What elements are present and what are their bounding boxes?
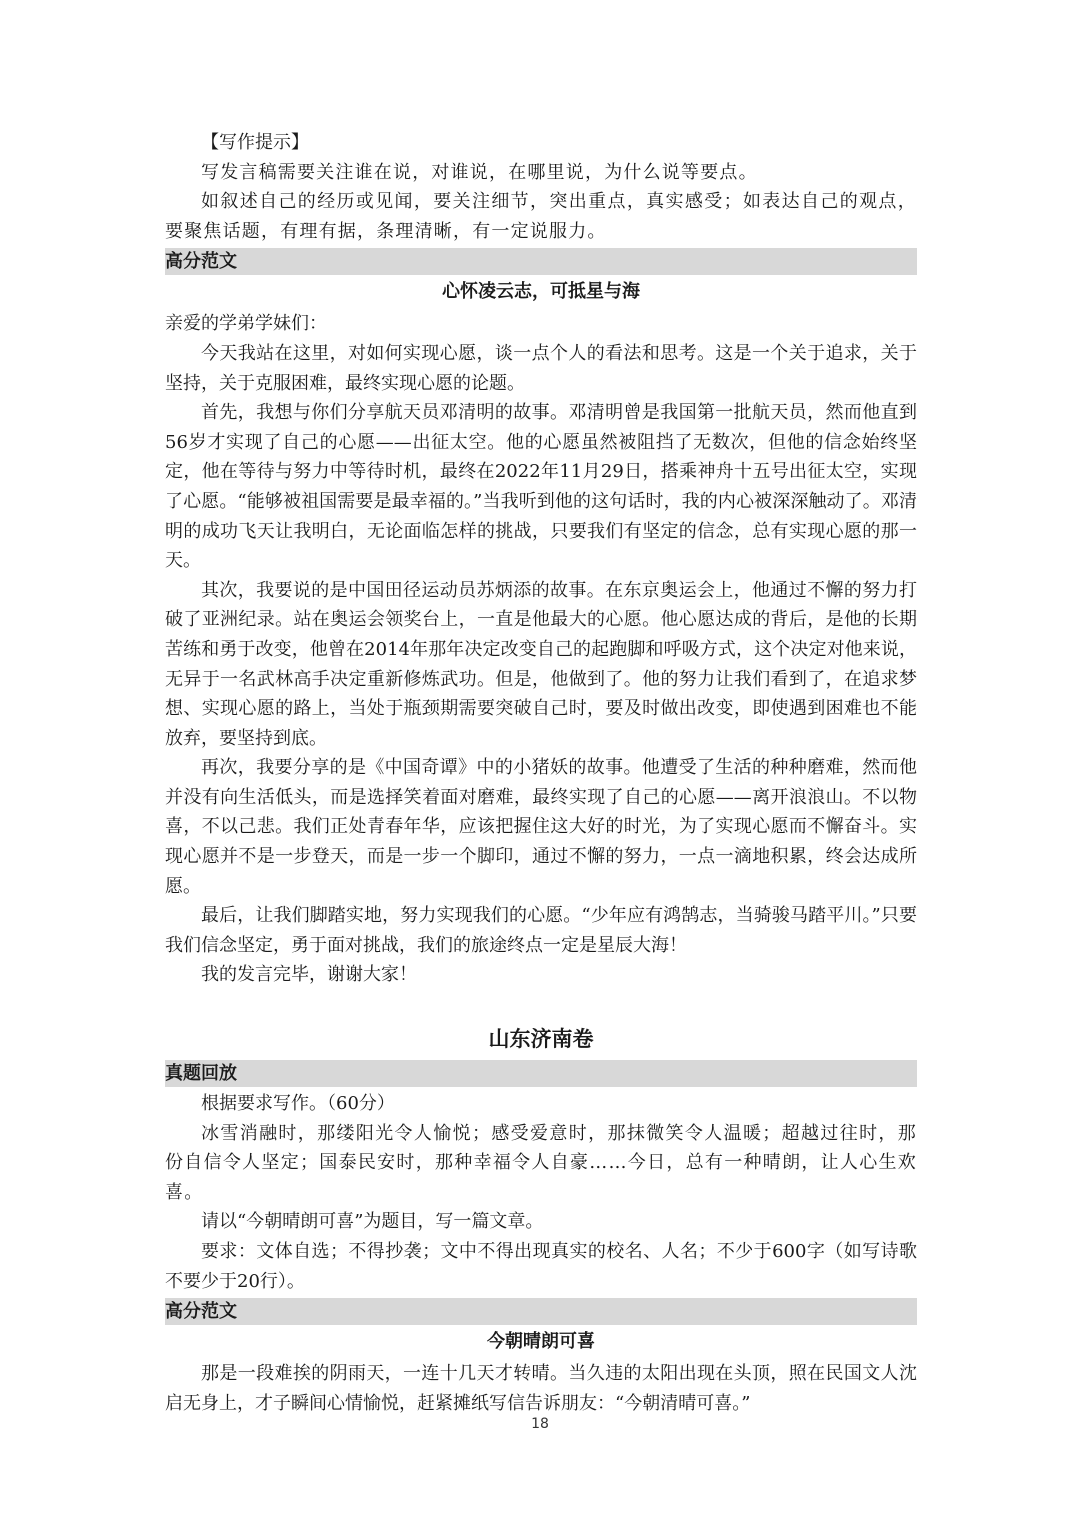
question-line: 请以“今朝晴朗可喜”为题目，写一篇文章。 (201, 1211, 544, 1233)
question-prompt: 冰雪消融时，那缕阳光令人愉悦；感受爱意时，那抹微笑令人温暖；超越过往时，那份自信令人坚定；国泰民安时，那种幸福令人自豪……今日，总有一种晴朗，让人心生欢喜。 (165, 1122, 917, 1203)
essay-title-2: 今朝晴朗可喜 (487, 1331, 595, 1353)
model-essay-label (165, 248, 917, 275)
exam-question-label-text: 真题回放 (165, 1063, 237, 1085)
writing-tips-line-2: 如叙述自己的经历或见闻，要关注细节，突出重点，真实感受；如表达自己的观点，要聚焦话题，有理有据，条理清晰，有一定说服力。 (165, 191, 917, 242)
essay-paragraph: 今天我站在这里，对如何实现心愿，谈一点个人的看法和思考。这是一个关于追求，关于坚持，关于克服困难，最终实现心愿的论题。 (165, 342, 917, 394)
page-content (165, 128, 917, 1418)
essay-title: 心怀凌云志，可抵星与海 (442, 281, 640, 303)
essay-paragraph: 其次，我要说的是中国田径运动员苏炳添的故事。在东京奥运会上，他通过不懈的努力打破了亚洲纪录。站在奥运会领奖台上，一直是他最大的心愿。他心愿达成的背后，是他的长期苦练和勇于改变，他曾在2014年那年决定改变自己的起跑脚和呼吸方式，这个决定对他来说，无异于一名武林高手决定重新修炼武功。但是，他做到了。他的努力让我们看到了，在追求梦想、实现心愿的路上，当处于瓶颈期需要突破自己时，要及时做出改变，即使遇到困难也不能放弃，要坚持到底。 (165, 579, 917, 749)
essay-paragraph: 再次，我要分享的是《中国奇谭》中的小猪妖的故事。他遭受了生活的种种磨难，然而他并没有向生活低头，而是选择笑着面对磨难，最终实现了自己的心愿——离开浪浪山。不以物喜，不以己悲。我们正处青春年华，应该把握住这大好的时光，为了实现心愿而不懈奋斗。实现心愿并不是一步登天，而是一步一个脚印，通过不懈的努力，一点一滴地积累，终会达成所愿。 (165, 757, 917, 897)
question-line: 根据要求写作。（60分） (201, 1093, 395, 1115)
exam-question-label (165, 1060, 917, 1087)
model-essay-label-2 (165, 1298, 917, 1325)
page-number: 18 (531, 1416, 549, 1432)
essay-paragraph: 那是一段难挨的阴雨天，一连十几天才转晴。当久违的太阳出现在头顶，照在民国文人沈启无身上，才子瞬间心情愉悦，赶紧摊纸写信告诉朋友：“今朝清晴可喜。” (165, 1363, 917, 1414)
essay-salutation: 亲爱的学弟学妹们： (165, 313, 327, 335)
essay-paragraph: 最后，让我们脚踏实地，努力实现我们的心愿。“少年应有鸿鹄志，当骑骏马踏平川。”只要我们信念坚定，勇于面对挑战，我们的旅途终点一定是星辰大海！ (165, 905, 917, 956)
question-requirements: 要求：文体自选；不得抄袭；文中不得出现真实的校名、人名；不少于600字（如写诗歌不要少于20行）。 (165, 1241, 917, 1292)
essay-closing: 我的发言完毕，谢谢大家！ (201, 964, 417, 986)
model-essay-label-text: 高分范文 (165, 251, 237, 273)
model-essay-label-2-text: 高分范文 (165, 1301, 237, 1323)
essay-paragraph: 首先，我想与你们分享航天员邓清明的故事。邓清明曾是我国第一批航天员，然而他直到56岁才实现了自己的心愿——出征太空。他的心愿虽然被阻挡了无数次，但他的信念始终坚定，他在等待与努力中等待时机，最终在2022年11月29日，搭乘神舟十五号出征太空，实现了心愿。“能够被祖国需要是最幸福的。”当我听到他的这句话时，我的内心被深深触动了。邓清明的成功飞天让我明白，无论面临怎样的挑战，只要我们有坚定的信念，总有实现心愿的那一天。 (165, 402, 917, 572)
writing-tips-heading: 【写作提示】 (201, 132, 309, 153)
section-title: 山东济南卷 (488, 1026, 594, 1052)
writing-tips-line-1: 写发言稿需要关注谁在说，对谁说，在哪里说，为什么说等要点。 (201, 161, 758, 183)
